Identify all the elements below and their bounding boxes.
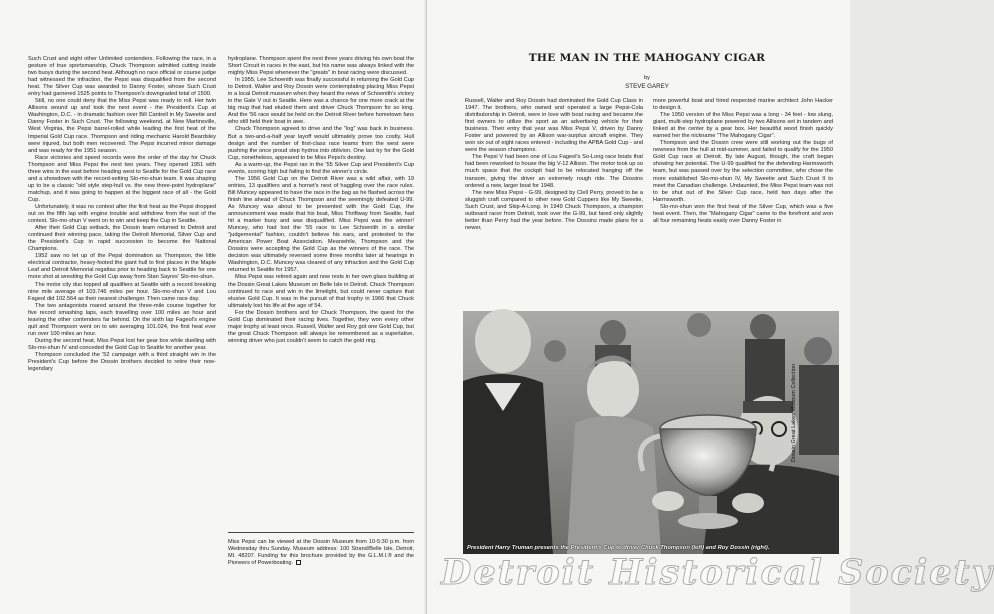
byline-author: STEVE GAREY <box>625 83 669 90</box>
paragraph: Miss Pepsi was retired again and now rests in her own glass building at the Dossin Great Lakes Museum on Belle Isle in Detroit. Chuck Thompson continued to race and win in the limelight, but could never capture that elusive Gold Cup. It was in the pursuit of that trophy in 1966 that Chuck ultimately lost his life at the age of 54. <box>228 274 414 309</box>
museum-credit <box>228 539 414 579</box>
paragraph: The 1956 Gold Cup on the Detroit River was a wild affair, with 19 entries, 13 qualifiers and a hornet's nest of haggling over the race rules. Bill Muncey appeared to have the race in the bag as he flashed across the finish line ahead of Chuck Thompson and the seemingly defeated U-99. As Muncey was about to be presented with the Gold Cup, the announcement was made that his boat, Miss Thriftway from Seattle, had hit a marker buoy and was disqualified. Miss Pepsi was the winner! Muncey, who had lost the '55 race to Lee Schoenith in a similar "judgemental" fashion, couldn't believe his ears, and protested to the American Power Boat Association. Meanwhile, Thompson and the Dossins were accepting the Gold Cup as the winners of the race. The decision was ultimately reversed some three months later at hearings in Washington, D.C. Muncey was cleared of any infraction and the Gold Cup returned to Seattle for 1957. <box>228 175 414 274</box>
paragraph: Unfortunately, it was no contest after the first heat as the Pepsi dropped out on the fifth lap with engine trouble and withdrew from the rest of the contest. Slo-mo-shun V went on to win and keep the Cup in Seattle. <box>28 203 216 225</box>
paragraph: Thompson concluded the '52 campaign with a third straight win in the President's Cup before the Dossin brothers decided to retire their now-legendary <box>28 351 216 373</box>
trophy-photo <box>463 311 839 554</box>
byline-by: by <box>643 75 651 81</box>
article-title: THE MAN IN THE MAHOGANY CIGAR <box>528 52 766 64</box>
right-column-1 <box>465 98 643 304</box>
right-column-2 <box>653 98 833 304</box>
paragraph: Such Crust and eight other Unlimited contenders. Following the race, in a gesture of true sportsmanship, Chuck Thompson admitted cutting inside two buoys during the second heat. Although no race official or course judge had witnessed the infraction, the Pepsi was disqualified from the second heat. The Silver Cup was awarded to Danny Foster, whose Such Crust entry had garnered 1525 points to Thompson's downgraded total of 1500. <box>28 56 216 98</box>
paragraph: Chuck Thompson agreed to drive and the "log" was back in business. But a two-and-a-half year layoff would ultimately prove too costly. Hull design and the number of first-class race teams from the west were pushing the once proud step hydros into oblivion. One last try for the Gold Cup, nonetheless, appeared to be Miss Pepsi's destiny. <box>228 126 414 161</box>
left-column-2 <box>228 56 414 526</box>
left-page <box>0 0 424 614</box>
paragraph: Thompson and the Dossin crew were still working out the bugs of newness from the hull at mid-summer, and failed to qualify for the 1950 Gold Cup race at Detroit. By late August, though, the craft began showing her potential. The U-99 qualified for the defending Harmsworth team, but was passed over by the selection committee, who chose the more established Slo-mo-shun IV, My Sweetie and Such Crust II to meet the Canadian challenge. Undaunted, the Miss Pepsi team was not to be shut out of the Silver Cup race, held two days after the Harmsworth. <box>653 140 833 203</box>
paragraph: As a warm-up, the Pepsi ran in the '55 Silver Cup and President's Cup events, scoring high but failing to find the winner's circle. <box>228 161 414 175</box>
photo-credit: Dossin Great Lakes Museum Collection <box>791 363 797 463</box>
paragraph: hydroplane. Thompson spent the next three years driving his own boat the Short Circuit in races in the east, but his name was always linked with the mighty Miss Pepsi whenever the "greats" in boat racing were discussed. <box>228 56 414 77</box>
paragraph: more powerful boat and hired respected marine architect John Hacker to design it. <box>653 98 833 112</box>
paragraph: Race victories and speed records were the order of the day for Chuck Thompson and Miss Pepsi the next two years. They opened 1951 with three wins in the east before heading west to Seattle for the Gold Cup race and a showdown with the record-setting Slo-mo-shun team. It was shaping up to be a classic "old style step-hull vs. the new three-point hydroplane" matchup, and it was going to happen at the biggest race of all - the Gold Cup. <box>28 154 216 203</box>
watermark: Detroit Historical Society <box>441 552 994 593</box>
paragraph: The motor city duo topped all qualifiers at Seattle with a record breaking nine mile average of 103.746 miles per hour. Slo-mo-shun V and Lou Fageol did 102.564 as their nearest challenger. Then came race day. <box>28 281 216 302</box>
paragraph: 1952 saw no let up of the Pepsi domination as Thompson, the little electrical contractor, heavy-footed the giant hull to first places in the Maple Leaf and Detroit Memorial regattas prior to heading back to Seattle for one more shot at wrestling the Gold Cup away from Stan Sayres' Slo-mo-shun. <box>28 253 216 281</box>
paragraph: Slo-mo-shun won the first heat of the Silver Cup, which was a five heat event. Then, the "Mahogany Cigar" came to the forefront and won all four remaining heats easily over Danny Foster in <box>653 203 833 224</box>
paragraph: The two antagonists roared around the three-mile course together for five record smashing laps, each travelling over 100 miles an hour and leaving the other contenders far behind. On the sixth lap Fageol's engine quit and Thompson went on to win averaging 101.024, the first heat ever run over 100 miles an hour. <box>28 302 216 337</box>
paragraph: In 1955, Lee Schoenith was finally successful in returning the Gold Cup to Detroit. Walter and Roy Dossin were contemplating placing Miss Pepsi in a local Detroit museum when they heard the news of Schoenith's victory in the Gale V out in Seattle. Here was a chance for one more crack at the big mug that had eluded them and driver Chuck Thompson for so long. And the '56 race would be held on the Detroit River before hometown fans who still held their boat in awe. <box>228 77 414 126</box>
paragraph: The 1950 version of the Miss Pepsi was a long - 34 feet - low slung, giant, multi-step hydroplane powered by two Allisons set in tandem and linked at the center by a gear box. Her beautiful wood finish quickly earned her the nickname "The Mahogany Cigar". <box>653 112 833 140</box>
paragraph: The new Miss Pepsi - G-99, designed by Clell Perry, proved to be a sluggish craft compared to other new Gold Cuppers like My Sweetie, Such Crust, and Skip-A-Long. In 1949 Chuck Thompson, a champion outboard racer from Detroit, took over the G-99, but fared only slightly better than Perry had the year before. The Dossins made plans for a newer, <box>465 189 643 231</box>
paragraph: Russell, Walter and Roy Dossin had dominated the Gold Cup Class in 1947. The brothers, who owned and operated a large Pepsi-Cola distributorship in Detroit, were in love with boat racing and became the first owners to utilize the sport as an advertising vehicle for their business. Their entry that year was Miss Pepsi V, driven by Danny Foster and powered by an Allison war-surplus aircraft engine. They won six out of eight races entered - including the APBA Gold Cup - and were the season champions. <box>465 98 643 154</box>
photo-caption: President Harry Truman presents the President's Cup to driver Chuck Thompson (left) and Roy Dossin (right). <box>467 545 770 551</box>
paragraph: During the second heat, Miss Pepsi lost her gear box while duelling with Slo-mo-shun IV and conceded the Gold Cup to Seattle for another year. <box>28 337 216 351</box>
divider <box>228 532 414 533</box>
museum-credit-text: Miss Pepsi can be viewed at the Dossin Museum from 10-5:30 p.m. from Wednesday thru Sunday. Museum address: 100 Strand/Belle Isle, Detroit, MI. 48207. Funding for this brochure provided by the G.L.M.I.® and the Pioneers of Powerboating. <box>228 539 414 566</box>
end-mark-icon <box>296 560 301 565</box>
paragraph: For the Dossin brothers and for Chuck Thompson, the quest for the Gold Cup dominated their racing lives. Together, they won every other major trophy at least once. Russell, Walter and Roy got one Gold Cup, but the great Chuck Thompson will always be remembered as a superlative, winning driver who just couldn't seem to catch the gold ring. <box>228 309 414 344</box>
paragraph: After their Gold Cup setback, the Dossin team returned to Detroit and continued their winning pace, taking the Detroit Memorial, Silver Cup and the President's Cup in rapid succession to become the National Champions. <box>28 225 216 253</box>
photo-illustration <box>463 311 839 554</box>
right-page <box>426 0 994 614</box>
left-column-1 <box>28 56 216 576</box>
paragraph: The Pepsi V had been one of Lou Fageol's So-Long race boats that had been reworked to house the big V-12 Allison. The motor took up so much space that the cockpit had to be relocated hanging off the transom, giving the driver an extremely rough ride. The Dossins ordered a new, larger boat for 1948. <box>465 154 643 189</box>
paragraph: Still, no one could deny that the Miss Pepsi was ready to roll. Her twin Allisons wound up and took the next event - the President's Cup at Washington, D.C. - in dramatic fashion over Bill Cantrell in My Sweetie and Danny Foster in Such Crust. The following weekend, at New Martinsville, West Virginia, the Pepsi barrel-rolled while leading the first heat of the Imperial Gold Cup race. Thompson and riding mechanic Harold Beardsley were injured, but both men recovered. The Pepsi incurred minor damage and was ready for the 1951 season. <box>28 98 216 154</box>
